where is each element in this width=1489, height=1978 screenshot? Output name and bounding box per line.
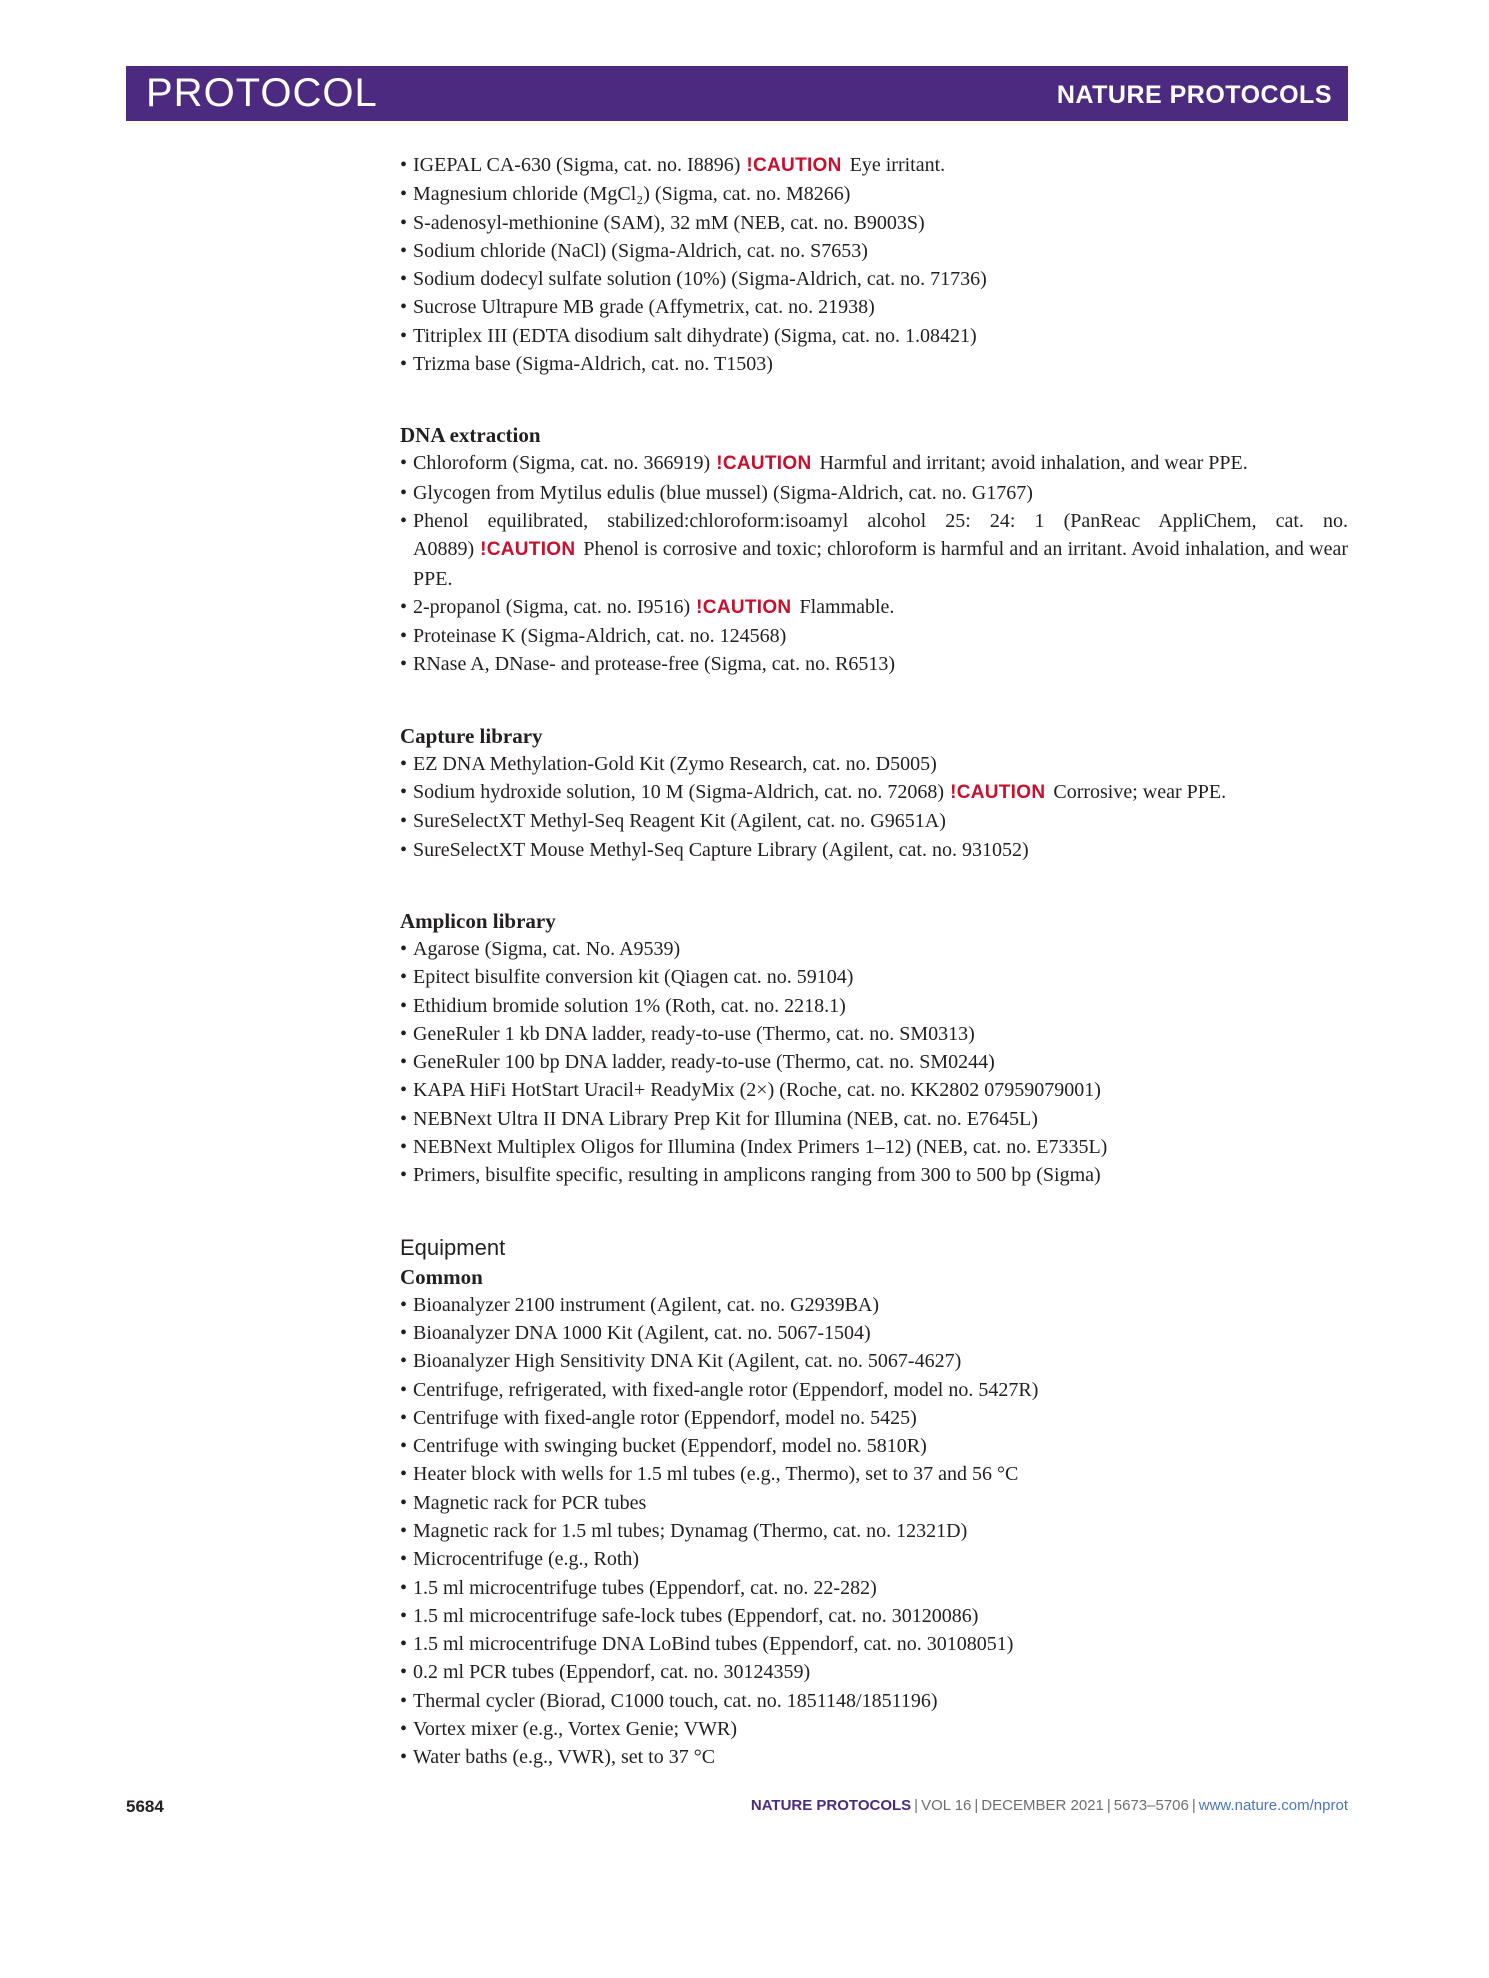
list-item bbox=[400, 1048, 1348, 1076]
section bbox=[400, 421, 1348, 678]
section-heading: DNA extraction bbox=[400, 423, 541, 448]
section bbox=[400, 1233, 1348, 1772]
caution-text: Phenol is corrosive and toxic; chloroform is harmful and an irritant. Avoid inhalation, and wear PPE. bbox=[413, 538, 1348, 590]
item-text: Centrifuge, refrigerated, with fixed-angle rotor (Eppendorf, model no. 5427R) bbox=[413, 1378, 1039, 1401]
list-item bbox=[400, 1715, 1348, 1743]
list-item bbox=[400, 1460, 1348, 1488]
list-item bbox=[400, 1545, 1348, 1573]
list-item bbox=[400, 1105, 1348, 1133]
item-text: Ethidium bromide solution 1% (Roth, cat. no. 2218.1) bbox=[413, 994, 846, 1017]
list-item bbox=[400, 593, 1348, 622]
section-heading: Amplicon library bbox=[400, 908, 556, 933]
journal-banner bbox=[126, 66, 1348, 121]
section bbox=[400, 722, 1348, 864]
item-text: Centrifuge with swinging bucket (Eppendorf, model no. 5810R) bbox=[413, 1435, 927, 1458]
section bbox=[400, 151, 1348, 378]
item-text: 2-propanol (Sigma, cat. no. I9516) bbox=[413, 595, 691, 618]
item-text: SureSelectXT Mouse Methyl-Seq Capture Library (Agilent, cat. no. 931052) bbox=[413, 838, 1029, 861]
item-text: KAPA HiFi HotStart Uracil+ ReadyMix (2×) (Roche, cat. no. KK2802 07959079001) bbox=[413, 1079, 1101, 1102]
item-text: NEBNext Multiplex Oligos for Illumina (Index Primers 1–12) (NEB, cat. no. E7335L) bbox=[413, 1136, 1108, 1159]
caution-text: Flammable. bbox=[799, 595, 895, 618]
section-main-heading: Equipment bbox=[400, 1234, 506, 1260]
item-text: Phenol equilibrated, stabilized:chloroform:isoamyl alcohol 25: 24: 1 (PanReac AppliChem, cat. no. A0889) bbox=[413, 509, 1348, 561]
list-item bbox=[400, 322, 1348, 350]
item-text: Heater block with wells for 1.5 ml tubes (e.g., Thermo), set to 37 and 56 °C bbox=[413, 1463, 1019, 1486]
section-heading: Common bbox=[400, 1264, 483, 1289]
item-text: IGEPAL CA-630 (Sigma, cat. no. I8896) bbox=[413, 154, 741, 176]
item-list bbox=[400, 750, 1348, 864]
list-item bbox=[400, 1658, 1348, 1686]
list-item bbox=[400, 449, 1348, 478]
list-item bbox=[400, 293, 1348, 321]
item-text: SureSelectXT Methyl-Seq Reagent Kit (Agilent, cat. no. G9651A) bbox=[413, 810, 946, 833]
item-text: GeneRuler 1 kb DNA ladder, ready-to-use (Thermo, cat. no. SM0313) bbox=[413, 1022, 975, 1045]
item-text: NEBNext Ultra II DNA Library Prep Kit for Illumina (NEB, cat. no. E7645L) bbox=[413, 1107, 1038, 1130]
item-text: Epitect bisulfite conversion kit (Qiagen cat. no. 59104) bbox=[413, 966, 854, 989]
list-item bbox=[400, 1020, 1348, 1048]
footer-journal: NATURE PROTOCOLS bbox=[750, 1797, 912, 1814]
footer-citation: NATURE PROTOCOLS | VOL 16 | DECEMBER 2021 | 5673–5706 | www.nature.com/nprot bbox=[750, 1797, 1348, 1814]
item-text: Bioanalyzer 2100 instrument (Agilent, cat. no. G2939BA) bbox=[413, 1293, 880, 1316]
list-item bbox=[400, 151, 1348, 180]
article-type-label: PROTOCOL bbox=[146, 71, 378, 115]
caution-label: !CAUTION bbox=[716, 453, 812, 475]
item-text: Trizma base (Sigma-Aldrich, cat. no. T1503) bbox=[413, 353, 773, 376]
list-item bbox=[400, 778, 1348, 807]
item-text: Proteinase K (Sigma-Aldrich, cat. no. 124568) bbox=[413, 625, 787, 648]
caution-text: Eye irritant. bbox=[849, 154, 946, 176]
list-item bbox=[400, 1602, 1348, 1630]
list-item bbox=[400, 935, 1348, 963]
item-text: 0.2 ml PCR tubes (Eppendorf, cat. no. 30124359) bbox=[413, 1661, 811, 1684]
list-item bbox=[400, 1076, 1348, 1104]
list-item bbox=[400, 1376, 1348, 1404]
caution-text: Harmful and irritant; avoid inhalation, and wear PPE. bbox=[819, 452, 1248, 475]
list-item bbox=[400, 807, 1348, 835]
item-list bbox=[400, 151, 1348, 378]
item-text: Bioanalyzer DNA 1000 Kit (Agilent, cat. no. 5067-1504) bbox=[413, 1321, 871, 1344]
item-text: Sodium hydroxide solution, 10 M (Sigma-Aldrich, cat. no. 72068) bbox=[413, 781, 945, 804]
list-item bbox=[400, 180, 1348, 208]
item-text: Glycogen from Mytilus edulis (blue mussel) (Sigma-Aldrich, cat. no. G1767) bbox=[413, 481, 1033, 504]
item-text: 1.5 ml microcentrifuge safe-lock tubes (Eppendorf, cat. no. 30120086) bbox=[413, 1604, 979, 1627]
list-item bbox=[400, 507, 1348, 593]
item-text: Magnetic rack for PCR tubes bbox=[413, 1491, 647, 1514]
list-item bbox=[400, 992, 1348, 1020]
list-item bbox=[400, 1291, 1348, 1319]
item-text: Bioanalyzer High Sensitivity DNA Kit (Agilent, cat. no. 5067-4627) bbox=[413, 1350, 962, 1373]
page-number: 5684 bbox=[126, 1797, 164, 1816]
list-item bbox=[400, 265, 1348, 293]
item-list bbox=[400, 935, 1348, 1190]
list-item bbox=[400, 1489, 1348, 1517]
item-text: Water baths (e.g., VWR), set to 37 °C bbox=[413, 1746, 716, 1769]
list-item bbox=[400, 836, 1348, 864]
list-item bbox=[400, 1161, 1348, 1189]
item-text: 1.5 ml microcentrifuge DNA LoBind tubes (Eppendorf, cat. no. 30108051) bbox=[413, 1633, 1014, 1656]
list-item bbox=[400, 963, 1348, 991]
item-text: RNase A, DNase- and protease-free (Sigma, cat. no. R6513) bbox=[413, 653, 896, 676]
item-list bbox=[400, 1291, 1348, 1772]
item-list bbox=[400, 449, 1348, 678]
caution-label: !CAUTION bbox=[696, 596, 792, 618]
list-item bbox=[400, 237, 1348, 265]
list-item bbox=[400, 209, 1348, 237]
footer-pages: 5673–5706 bbox=[1113, 1797, 1189, 1814]
list-item bbox=[400, 1630, 1348, 1658]
caution-label: !CAUTION bbox=[746, 155, 842, 176]
caution-text: Corrosive; wear PPE. bbox=[1053, 781, 1227, 804]
caution-label: !CAUTION bbox=[950, 782, 1046, 804]
item-text: Sucrose Ultrapure MB grade (Affymetrix, cat. no. 21938) bbox=[413, 296, 875, 319]
journal-name-label: NATURE PROTOCOLS bbox=[1056, 81, 1332, 109]
list-item bbox=[400, 750, 1348, 778]
item-text: Sodium chloride (NaCl) (Sigma-Aldrich, cat. no. S7653) bbox=[413, 239, 868, 262]
item-text: Titriplex III (EDTA disodium salt dihydrate) (Sigma, cat. no. 1.08421) bbox=[413, 324, 977, 347]
item-text: Agarose (Sigma, cat. No. A9539) bbox=[413, 937, 681, 960]
item-text: Primers, bisulfite specific, resulting in amplicons ranging from 300 to 500 bp (Sigma) bbox=[413, 1164, 1101, 1187]
footer-date: DECEMBER 2021 bbox=[981, 1797, 1104, 1814]
item-text: 1.5 ml microcentrifuge tubes (Eppendorf, cat. no. 22-282) bbox=[413, 1576, 877, 1599]
list-item bbox=[400, 1347, 1348, 1375]
list-item bbox=[400, 622, 1348, 650]
list-item bbox=[400, 350, 1348, 378]
item-text: Thermal cycler (Biorad, C1000 touch, cat. no. 1851148/1851196) bbox=[413, 1689, 938, 1712]
list-item bbox=[400, 1432, 1348, 1460]
list-item bbox=[400, 1404, 1348, 1432]
item-text: EZ DNA Methylation-Gold Kit (Zymo Research, cat. no. D5005) bbox=[413, 752, 937, 775]
reagent-list-content bbox=[400, 151, 1348, 1772]
section bbox=[400, 907, 1348, 1190]
list-item bbox=[400, 1133, 1348, 1161]
item-text: Microcentrifuge (e.g., Roth) bbox=[413, 1548, 640, 1571]
item-text: GeneRuler 100 bp DNA ladder, ready-to-use (Thermo, cat. no. SM0244) bbox=[413, 1051, 995, 1074]
item-text: Centrifuge with fixed-angle rotor (Eppendorf, model no. 5425) bbox=[413, 1406, 917, 1429]
item-text: Chloroform (Sigma, cat. no. 366919) bbox=[413, 452, 711, 475]
item-text: S-adenosyl-methionine (SAM), 32 mM (NEB, cat. no. B9003S) bbox=[413, 211, 925, 234]
list-item bbox=[400, 1517, 1348, 1545]
list-item bbox=[400, 1687, 1348, 1715]
footer-volume: VOL 16 bbox=[921, 1797, 972, 1814]
list-item bbox=[400, 650, 1348, 678]
section-heading: Capture library bbox=[400, 723, 543, 748]
item-text: Sodium dodecyl sulfate solution (10%) (Sigma-Aldrich, cat. no. 71736) bbox=[413, 268, 987, 291]
footer-url-link[interactable]: www.nature.com/nprot bbox=[1198, 1797, 1348, 1814]
list-item bbox=[400, 479, 1348, 507]
item-text: Magnesium chloride (MgCl₂) (Sigma, cat. no. M8266) bbox=[413, 183, 851, 206]
list-item bbox=[400, 1319, 1348, 1347]
item-text: Magnetic rack for 1.5 ml tubes; Dynamag (Thermo, cat. no. 12321D) bbox=[413, 1519, 968, 1542]
list-item bbox=[400, 1574, 1348, 1602]
caution-label: !CAUTION bbox=[480, 539, 576, 561]
item-text: Vortex mixer (e.g., Vortex Genie; VWR) bbox=[413, 1718, 738, 1741]
list-item bbox=[400, 1743, 1348, 1771]
